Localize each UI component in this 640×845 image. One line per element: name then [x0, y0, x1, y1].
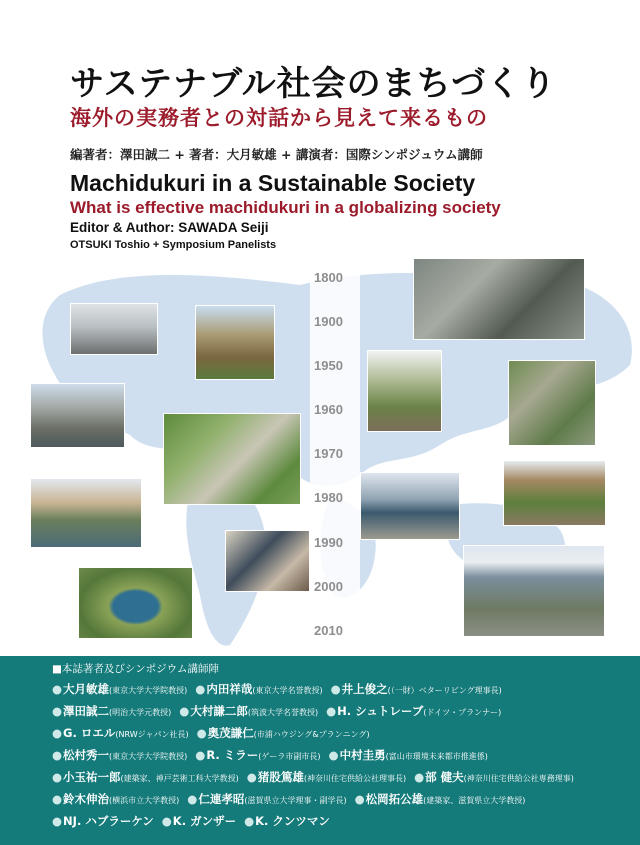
contributor — [414, 766, 574, 790]
bullet-icon: ● — [354, 792, 365, 806]
contributor — [162, 810, 236, 834]
contributor-affiliation: (（一財）ベターリビング理事長) — [387, 686, 502, 695]
contributor — [52, 766, 239, 790]
contributor-name: 松村秀一 — [63, 748, 110, 762]
year-label: 2000 — [314, 579, 343, 594]
contributor — [52, 810, 154, 834]
contributors-panel — [0, 656, 640, 845]
contributor — [247, 766, 406, 790]
contributor-affiliation: (東京大学大学院教授) — [109, 686, 188, 695]
bullet-icon: ● — [414, 770, 425, 784]
campus-aerial-photo — [163, 413, 301, 505]
pergola-garden-photo — [503, 460, 606, 526]
credits-ja: 編著者：澤田誠二 + 著者：大月敏雄 + 講演者：国際シンポジュウム講師 — [70, 147, 483, 162]
contributor-name: 部 健夫 — [425, 770, 464, 784]
contributor-name: K. ガンザー — [172, 814, 237, 828]
contributors-list — [52, 678, 632, 832]
contributor-row — [52, 766, 632, 788]
contributor — [179, 700, 318, 724]
contributor-name: 鈴木伸治 — [63, 792, 110, 806]
contributor — [329, 744, 488, 768]
bullet-icon: ● — [196, 726, 207, 740]
contributor-name: 中村圭勇 — [339, 748, 386, 762]
year-label: 1960 — [314, 402, 343, 417]
contributor — [326, 700, 501, 724]
year-label: 1970 — [314, 446, 343, 461]
bullet-icon: ● — [326, 704, 337, 718]
suburb-aerial-photo — [508, 360, 596, 446]
contributor-name: 内田祥哉 — [206, 682, 253, 696]
contributor-affiliation: (神奈川住宅供給公社理事長) — [303, 774, 407, 783]
contributor — [52, 722, 189, 746]
bullet-icon: ● — [52, 770, 63, 784]
timeline — [300, 262, 370, 652]
contributor — [244, 810, 330, 834]
year-label: 1900 — [314, 314, 343, 329]
contributor-affiliation: (明治大学元教授) — [109, 708, 172, 717]
year-label: 1800 — [314, 270, 343, 285]
contributor-name: NJ. ハブラーケン — [63, 814, 154, 828]
contributor-name: 小玉祐一郎 — [63, 770, 121, 784]
bullet-icon: ● — [195, 748, 206, 762]
contributor-name: G. ロエル — [63, 726, 116, 740]
bullet-icon: ● — [246, 770, 257, 784]
bullet-icon: ● — [161, 814, 172, 828]
industrial-plant-photo — [70, 303, 158, 355]
subtitle-en: What is effective machidukuri in a globalizing society — [70, 198, 501, 217]
contributor-row — [52, 700, 632, 722]
contributor-name: 大村謙二郎 — [190, 704, 248, 718]
bullet-icon: ● — [52, 704, 63, 718]
contributor-affiliation: (横浜市立大学教授) — [109, 796, 180, 805]
contributor-affiliation: (建築家、滋賀県立大学教授) — [423, 796, 526, 805]
steelworks-photo — [195, 305, 275, 380]
year-label: 1980 — [314, 490, 343, 505]
contributor-name: K. クンツマン — [255, 814, 330, 828]
contributor — [195, 744, 320, 768]
contributor-affiliation: (富山市環境未来都市推進係) — [385, 752, 488, 761]
contributor-affiliation: (神奈川住宅供給公社専務理事) — [463, 774, 574, 783]
contributor-name: 仁連孝昭 — [198, 792, 245, 806]
editor-en: Editor & Author: SAWADA Seiji — [70, 220, 269, 235]
year-label: 1990 — [314, 535, 343, 550]
contributor-affiliation: (筑波大学名誉教授) — [247, 708, 319, 717]
contributor-affiliation: (滋賀県立大学理事・副学長) — [244, 796, 347, 805]
year-label: 1950 — [314, 358, 343, 373]
contributor-name: 奥茂謙仁 — [207, 726, 254, 740]
title-en: Machidukuri in a Sustainable Society — [70, 170, 476, 196]
contributor — [195, 678, 322, 702]
contributor — [187, 788, 346, 812]
lake-park-aerial-photo — [78, 567, 193, 639]
bullet-icon: ● — [330, 682, 341, 696]
contributor-affiliation: (ドイツ・プランナー) — [423, 708, 502, 717]
bullet-icon: ● — [187, 792, 198, 806]
contributor-name: R. ミラー — [206, 748, 259, 762]
year-label: 2010 — [314, 623, 343, 638]
contributor-name: 猪股篤雄 — [257, 770, 304, 784]
contributor-name: 松岡拓公雄 — [365, 792, 424, 806]
contributor — [197, 722, 370, 746]
canal-photo — [30, 478, 142, 548]
bullet-icon: ● — [179, 704, 190, 718]
bullet-icon: ● — [52, 792, 63, 806]
contributor-affiliation: (NRWジャパン社長) — [115, 730, 189, 739]
contributor — [355, 788, 526, 812]
contributor-row — [52, 744, 632, 766]
city-mountains-aerial-photo — [463, 545, 605, 637]
contributor-affiliation: (東京大学名誉教授) — [252, 686, 323, 695]
bullet-icon: ● — [52, 726, 63, 740]
contributor-row — [52, 788, 632, 810]
contributor-affiliation: (市浦ハウジング&プランニング) — [253, 730, 370, 739]
tokyo-aerial-photo — [413, 258, 585, 340]
contributor-row — [52, 722, 632, 744]
contributors-heading: ■本誌著者及びシンポジウム講師陣 — [52, 663, 220, 675]
contributor-row — [52, 810, 632, 832]
bullet-icon: ● — [52, 748, 63, 762]
contributor — [331, 678, 502, 702]
contributor-affiliation: (ゲーラ市副市長) — [258, 752, 321, 761]
contributor-name: 澤田誠二 — [63, 704, 110, 718]
bullet-icon: ● — [52, 814, 63, 828]
bullet-icon: ● — [328, 748, 339, 762]
bullet-icon: ● — [195, 682, 206, 696]
contributor-affiliation: (東京大学大学院教授) — [109, 752, 188, 761]
contributor — [52, 700, 171, 724]
contributor-name: 井上俊之 — [341, 682, 388, 696]
title-ja: サステナブル社会のまちづくり — [70, 64, 557, 104]
contributor-row — [52, 678, 632, 700]
contributor-name: 大月敏雄 — [63, 682, 110, 696]
contributor-name: H. シュトレーブ — [337, 704, 424, 718]
bullet-icon: ● — [52, 682, 63, 696]
contributor — [52, 744, 187, 768]
authors-en: OTSUKI Toshio + Symposium Panelists — [70, 239, 277, 251]
contributor — [52, 678, 187, 702]
contributor — [52, 788, 179, 812]
green-building-photo — [367, 350, 442, 432]
workshop-photo — [225, 530, 310, 592]
subtitle-ja: 海外の実務者との対話から見えて来るもの — [70, 106, 488, 130]
contributor-affiliation: (建築家、神戸芸術工科大学教授) — [120, 774, 239, 783]
harbor-town-photo — [30, 383, 125, 448]
tram-photo — [360, 472, 460, 540]
bullet-icon: ● — [244, 814, 255, 828]
